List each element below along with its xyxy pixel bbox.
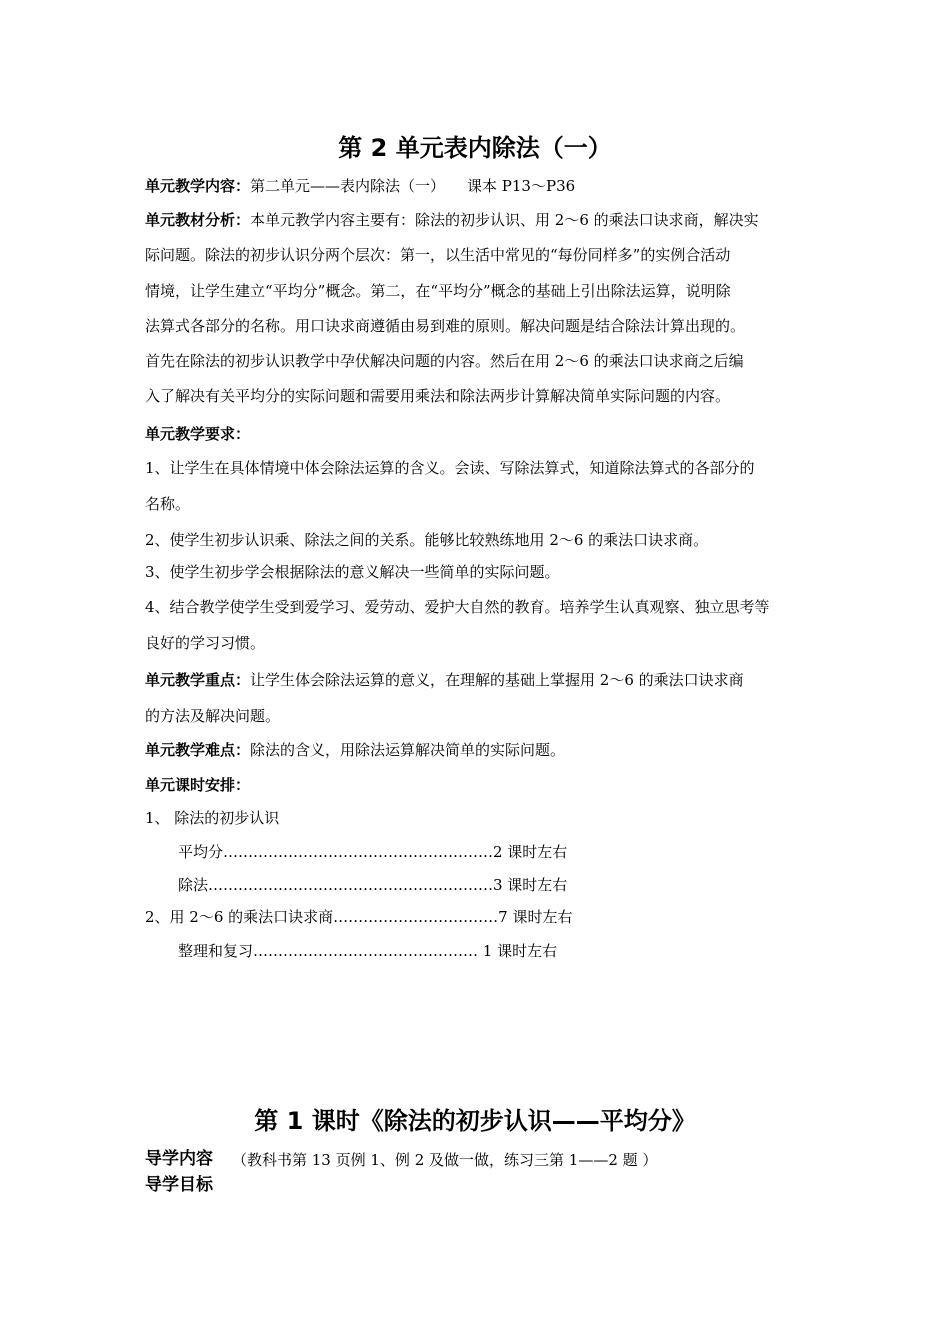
analysis-label: 单元教材分析：: [145, 211, 251, 229]
analysis-line-6: 入了解决有关平均分的实际问题和需要用乘法和除法两步计算解决简单实际问题的内容。: [145, 387, 731, 405]
schedule-item-1: 1、 除法的初步认识: [145, 809, 280, 827]
analysis-text: 本单元教学内容主要有：除法的初步认识、用 2～6 的乘法口诀求商，解决实: [250, 211, 759, 229]
key-label: 单元教学重点：: [145, 671, 251, 689]
unit-content-text: 第二单元——表内除法（一）: [250, 177, 446, 195]
analysis-line-5: 首先在除法的初步认识教学中孕伏解决问题的内容。然后在用 2～6 的乘法口诀求商之后编: [145, 352, 744, 370]
lesson-title: 第 1 课时《除法的初步认识——平均分》: [254, 1107, 696, 1135]
difficulty-label: 单元教学难点：: [145, 741, 251, 759]
unit-content-label: 单元教学内容：: [145, 177, 251, 195]
key-line-1: [145, 670, 744, 690]
schedule-item-4: 2、用 2～6 的乘法口诀求商……………………………7 课时左右: [145, 908, 573, 926]
requirements-label: 单元教学要求：: [145, 425, 251, 443]
unit-content-pages: 课本 P13～P36: [467, 177, 576, 195]
lesson-content-text: （教科书第 13 页例 1、例 2 及做一做，练习三第 1——2 题 ）: [232, 1151, 658, 1169]
difficulty-line: [145, 740, 565, 760]
analysis-line-3: 情境，让学生建立“平均分”概念。第二，在“平均分”概念的基础上引出除法运算，说明除: [145, 282, 731, 300]
unit-content-line: [145, 176, 575, 196]
lesson-goal-label: 导学目标: [145, 1175, 213, 1195]
key-text: 让学生体会除法运算的意义，在理解的基础上掌握用 2～6 的乘法口诀求商: [250, 671, 744, 689]
requirement-line-1: 1、让学生在具体情境中体会除法运算的含义。会读、写除法算式，知道除法算式的各部分的: [145, 459, 755, 477]
lesson-content-label: 导学内容: [145, 1149, 213, 1169]
analysis-line-2: 际问题。除法的初步认识分两个层次：第一，以生活中常见的“每份同样多”的实例合活动: [145, 246, 731, 264]
requirement-line-6: 良好的学习习惯。: [145, 634, 266, 652]
analysis-line-4: 法算式各部分的名称。用口诀求商遵循由易到难的原则。解决问题是结合除法计算出现的。: [145, 317, 746, 335]
analysis-line-1: [145, 210, 759, 230]
schedule-label: 单元课时安排：: [145, 776, 251, 794]
requirement-line-2: 名称。: [145, 495, 191, 513]
schedule-item-2: 平均分………………………………………………2 课时左右: [178, 843, 568, 861]
requirement-line-3: 2、使学生初步认识乘、除法之间的关系。能够比较熟练地用 2～6 的乘法口诀求商。: [145, 531, 709, 549]
schedule-item-3: 除法…………………………………………………3 课时左右: [178, 876, 568, 894]
key-line-2: 的方法及解决问题。: [145, 707, 281, 725]
requirement-line-5: 4、结合教学使学生受到爱学习、爱劳动、爱护大自然的教育。培养学生认真观察、独立思考等: [145, 598, 770, 616]
requirement-line-4: 3、使学生初步学会根据除法的意义解决一些简单的实际问题。: [145, 563, 560, 581]
difficulty-text: 除法的含义，用除法运算解决简单的实际问题。: [250, 741, 566, 759]
schedule-item-5: 整理和复习……………………………………… 1 课时左右: [178, 942, 558, 960]
unit-title: 第 2 单元表内除法（一）: [338, 134, 612, 162]
